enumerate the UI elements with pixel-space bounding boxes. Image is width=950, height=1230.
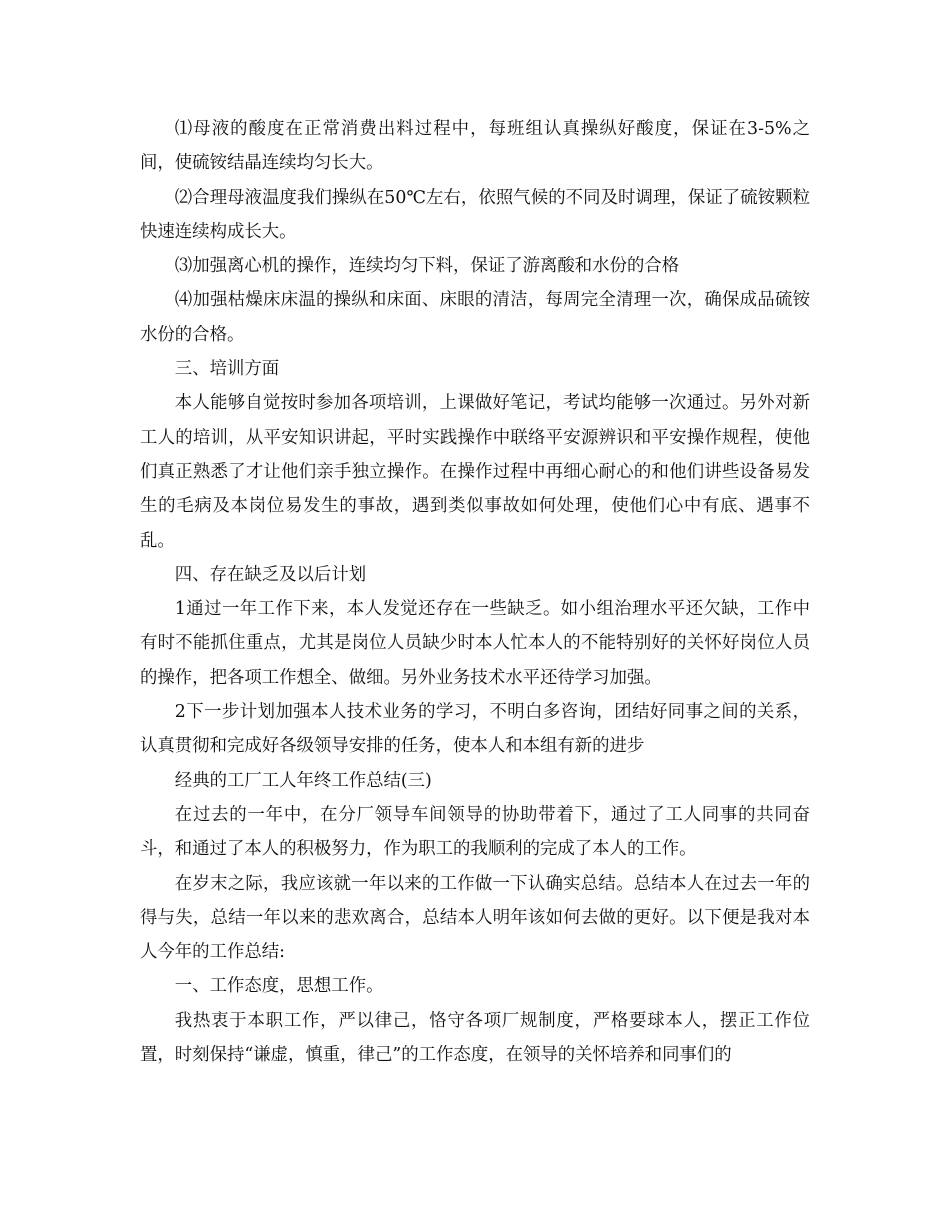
paragraph-past-year: 在过去的一年中，在分厂领导车间领导的协助带着下，通过了工人同事的共同奋斗，和通过了本人的积极努力，作为职工的我顺利的完成了本人的工作。 <box>140 804 810 860</box>
section-heading-attitude: 一、工作态度，思想工作。 <box>174 976 384 997</box>
paragraph-centrifuge: ⑶加强离心机的操作，连续均匀下料，保证了游离酸和水份的合格 <box>174 256 680 277</box>
paragraph-drying-bed: ⑷加强枯燥床床温的操纵和床面、床眼的清洁，每周完全清理一次，确保成品硫铵水份的合格。 <box>140 290 810 345</box>
article-title-three: 经典的工厂工人年终工作总结(三) <box>174 770 432 791</box>
paragraph-temperature: ⑵合理母液温度我们操纵在50℃左右，依照气候的不同及时调理，保证了硫铵颗粒快速连续构成长大。 <box>140 187 810 242</box>
paragraph-year-end: 在岁末之际，我应该就一年以来的工作做一下认确实总结。总结本人在过去一年的得与失，总结一年以来的悲欢离合，总结本人明年该如何去做的更好。以下便是我对本人今年的工作总结: <box>140 873 810 963</box>
paragraph-shortcoming-1: 1通过一年工作下来，本人发觉还存在一些缺乏。如小组治理水平还欠缺，工作中有时不能抓住重点，尤其是岗位人员缺少时本人忙本人的不能特别好的关怀好岗位人员的操作，把各项工作想全、做细。另外业务技术水平还待学习加强。 <box>140 599 810 688</box>
paragraph-attitude: 我热衷于本职工作，严以律己，恪守各项厂规制度，严格要球本人，摆正工作位置，时刻保持“谦虚，慎重，律己”的工作态度，在领导的关怀培养和同事们的 <box>140 1010 810 1066</box>
section-heading-training: 三、培训方面 <box>174 359 280 380</box>
paragraph-acidity: ⑴母液的酸度在正常消费出料过程中，每班组认真操纵好酸度，保证在3-5%之间，使硫铵结晶连续均匀长大。 <box>140 119 810 174</box>
section-heading-shortcomings: 四、存在缺乏及以后计划 <box>174 564 367 585</box>
document-body <box>140 112 810 1072</box>
paragraph-training: 本人能够自觉按时参加各项培训，上课做好笔记，考试均能够一次通过。另外对新工人的培训，从平安知识讲起，平时实践操作中联络平安源辨识和平安操作规程，使他们真正熟悉了才让他们亲手独立操作。在操作过程中再细心耐心的和他们讲些设备易发生的毛病及本岗位易发生的事故，遇到类似事故如何处理，使他们心中有底、遇事不乱。 <box>140 393 810 551</box>
paragraph-plan-2: 2下一步计划加强本人技术业务的学习，不明白多咨询，团结好同事之间的关系，认真贯彻和完成好各级领导安排的任务，使本人和本组有新的进步 <box>140 702 810 757</box>
